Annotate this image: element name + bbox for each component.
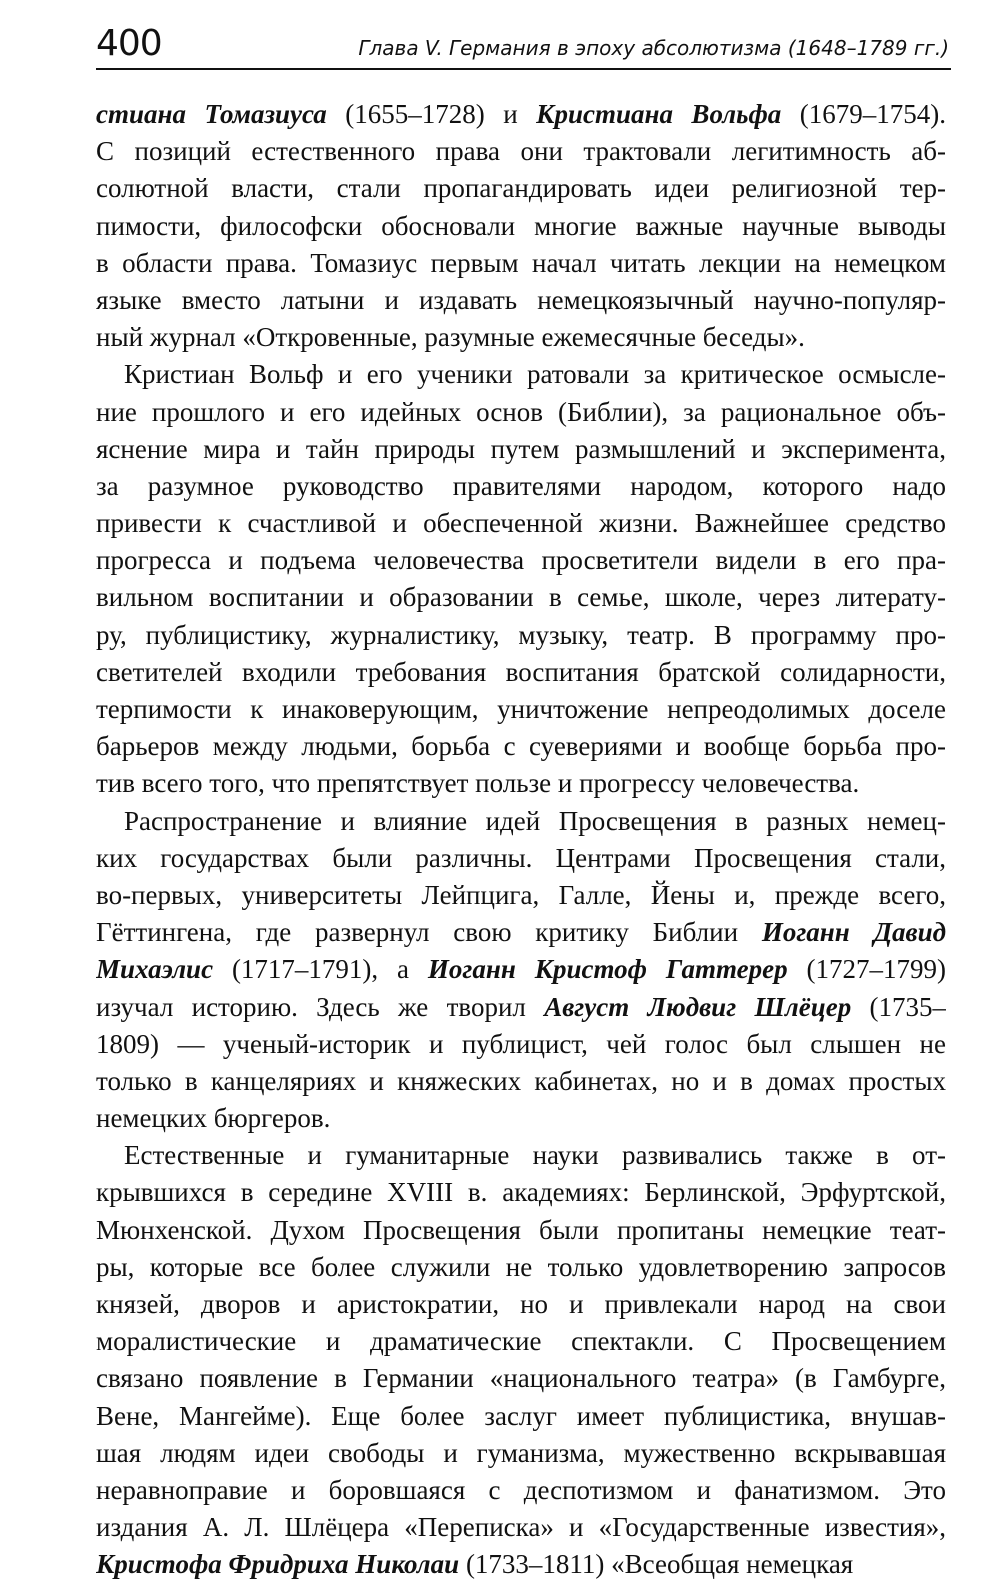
text-run: в области права. Томазиус первым начал читать лекции на немецком [96, 247, 946, 278]
text-line [96, 1398, 946, 1435]
person-name: Иоганн Давид [761, 917, 946, 948]
text-line [96, 1360, 946, 1397]
person-name: Кристофа Фридриха Николаи [96, 1549, 460, 1580]
text-run: во-первых, университеты Лейпцига, Галле, Йены и, прежде всего, [96, 879, 946, 910]
text-line [96, 245, 946, 282]
text-run: только в канцеляриях и княжеских кабинетах, но и в домах простых [96, 1065, 946, 1096]
text-run: С позиций естественного права они трактовали легитимность аб- [96, 136, 946, 167]
text-line [96, 505, 946, 542]
text-line [96, 1100, 946, 1137]
text-line [96, 617, 946, 654]
text-line [96, 840, 946, 877]
text-run: (1717–1791), а [213, 954, 428, 985]
text-line [96, 765, 946, 802]
text-run: Кристиан Вольф и его ученики ратовали за критическое осмысле- [124, 359, 946, 390]
text-line [96, 1546, 946, 1583]
text-run: ный журнал «Откровенные, разумные ежемесячные беседы». [96, 322, 805, 353]
paragraph [96, 356, 946, 802]
text-line [96, 877, 946, 914]
text-run: яснение мира и тайн природы путем размышлений и эксперимента, [96, 433, 946, 464]
text-run: (1679–1754). [781, 99, 946, 129]
text-run: (1733–1811) «Всеобщая немецкая [459, 1549, 854, 1580]
page-header [96, 22, 951, 68]
text-run: светителей входили требования воспитания братской солидарности, [96, 656, 946, 687]
text-run: немецких бюргеров. [96, 1103, 331, 1134]
text-line [96, 579, 946, 616]
paragraph [96, 803, 946, 1138]
text-run: (1727–1799) [787, 954, 946, 985]
text-line [96, 654, 946, 691]
header-rule [96, 68, 951, 70]
text-run: привести к счастливой и обеспеченной жизни. Важнейшее средство [96, 508, 946, 539]
text-run: неравноправие и боровшаяся с деспотизмом и фанатизмом. Это [96, 1474, 946, 1505]
text-line [96, 319, 946, 356]
text-line [96, 1509, 946, 1546]
person-name: Иоганн Кристоф Гаттерер [427, 954, 788, 985]
text-run: Распространение и влияние идей Просвещения в разных немец- [124, 805, 946, 836]
text-run: издания А. Л. Шлёцера «Переписка» и «Государственные известия», [96, 1512, 946, 1543]
text-line [96, 96, 946, 133]
running-head: Глава V. Германия в эпоху абсолютизма (1648–1789 гг.) [358, 36, 949, 60]
text-line [96, 1286, 946, 1323]
text-line [96, 282, 946, 319]
text-line [96, 1063, 946, 1100]
person-name: стиана Томазиуса [96, 99, 327, 129]
text-run: за разумное руководство правителями народом, которого надо [96, 470, 946, 501]
text-line [96, 1249, 946, 1286]
text-line [96, 691, 946, 728]
text-run: языке вместо латыни и издавать немецкоязычный научно-популяр- [96, 284, 946, 315]
text-run: Мюнхенской. Духом Просвещения были пропитаны немецкие теат- [96, 1214, 946, 1245]
text-line [96, 1435, 946, 1472]
person-name: Август Людвиг Шлёцер [544, 991, 852, 1022]
text-run: терпимости к инаковерующим, уничтожение непреодолимых доселе [96, 694, 946, 724]
paragraph [96, 96, 946, 356]
text-line [96, 208, 946, 245]
text-run: изучал историю. Здесь же творил [96, 991, 545, 1022]
text-run: барьеров между людьми, борьба с суевериями и вообще борьба про- [96, 731, 946, 762]
text-line [96, 989, 946, 1026]
text-line [96, 394, 946, 431]
text-run: (1655–1728) и [326, 99, 537, 129]
text-run: ние прошлого и его идейных основ (Библии), за рациональное объ- [96, 396, 946, 427]
text-line [96, 170, 946, 207]
text-run: ру, публицистику, журналистику, музыку, театр. В программу про- [96, 619, 946, 650]
text-line [96, 1026, 946, 1063]
text-run: шая людям идеи свободы и гуманизма, мужественно вскрывавшая [96, 1437, 946, 1468]
text-run: Естественные и гуманитарные науки развивались также в от- [124, 1140, 946, 1171]
text-run: Гёттингена, где развернул свою критику Библии [96, 917, 762, 948]
person-name: Кристиана Вольфа [536, 99, 782, 129]
text-run: солютной власти, стали пропагандировать идеи религиозной тер- [96, 173, 946, 204]
text-line [96, 1137, 946, 1174]
text-run: князей, дворов и аристократии, но и привлекали народ на свои [96, 1289, 946, 1319]
text-run: ры, которые все более служили не только удовлетворению запросов [96, 1251, 946, 1282]
text-run: связано появление в Германии «национального театра» (в Гамбурге, [96, 1363, 946, 1394]
person-name: Михаэлис [96, 954, 214, 985]
text-run: тив всего того, что препятствует пользе и прогрессу человечества. [96, 768, 860, 799]
text-line [96, 914, 946, 951]
text-line [96, 133, 946, 170]
text-run: ких государствах были различны. Центрами Просвещения стали, [96, 842, 946, 873]
text-line [96, 431, 946, 468]
text-run: вильном воспитании и образовании в семье, школе, через литерату- [96, 582, 946, 613]
text-line [96, 1212, 946, 1249]
text-run: прогресса и подъема человечества просветители видели в его пра- [96, 545, 946, 576]
page-number: 400 [96, 23, 162, 64]
text-run: пимости, философски обосновали многие важные научные выводы [96, 210, 946, 241]
text-line [96, 356, 946, 393]
text-run: Вене, Мангейме). Еще более заслуг имеет публицистика, внушав- [96, 1400, 946, 1431]
text-run: 1809) — ученый-историк и публицист, чей голос был слышен не [96, 1028, 946, 1059]
paragraph [96, 1137, 946, 1583]
text-line [96, 803, 946, 840]
text-line [96, 1472, 946, 1509]
text-line [96, 1174, 946, 1211]
text-run: крывшихся в середине XVIII в. академиях: Берлинской, Эрфуртской, [96, 1177, 946, 1208]
text-line [96, 468, 946, 505]
text-run: моралистические и драматические спектакли. С Просвещением [96, 1326, 946, 1357]
text-line [96, 728, 946, 765]
body-text [96, 96, 946, 1584]
text-run: (1735– [851, 991, 946, 1022]
text-line [96, 542, 946, 579]
text-line [96, 1323, 946, 1360]
text-line [96, 951, 946, 988]
